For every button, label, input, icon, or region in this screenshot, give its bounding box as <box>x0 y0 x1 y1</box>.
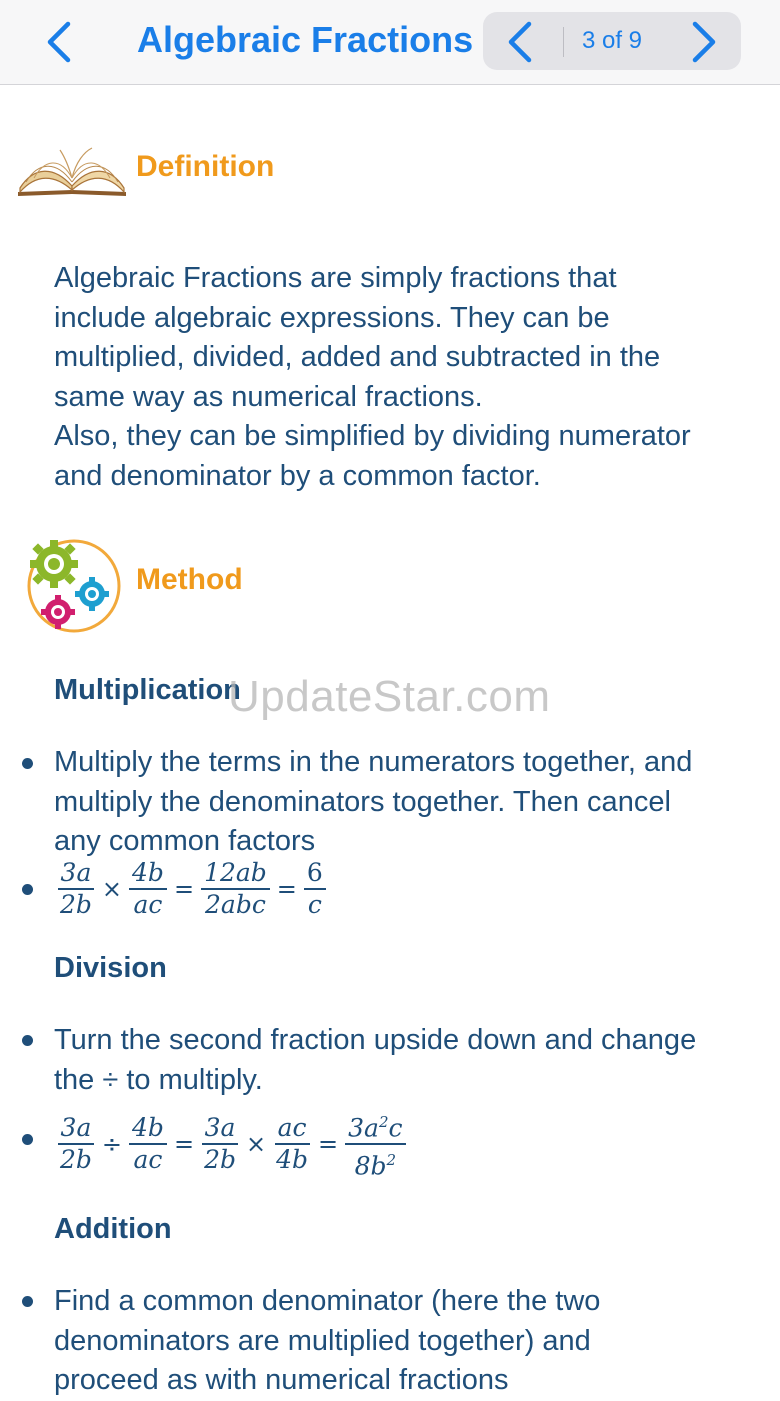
navigation-bar <box>0 0 780 85</box>
division-example <box>54 1108 409 1181</box>
page-navigator <box>483 12 741 70</box>
definition-line: Algebraic Fractions are simply fractions that <box>54 262 617 294</box>
bullet-line: Multiply the terms in the numerators together, and <box>54 746 693 778</box>
fraction <box>57 1114 95 1174</box>
fraction <box>201 859 270 919</box>
fraction <box>201 1114 239 1174</box>
division-heading: Division <box>54 952 167 984</box>
operator: × <box>101 875 123 903</box>
denominator: 2b <box>60 890 92 919</box>
bullet-line: Find a common denominator (here the two <box>54 1285 601 1317</box>
fraction <box>57 859 95 919</box>
pager-divider <box>563 27 564 57</box>
definition-line: Also, they can be simplified by dividing numerator <box>54 420 691 453</box>
denominator: 2b <box>204 1145 236 1175</box>
fraction <box>273 1114 311 1174</box>
division-bullet-text <box>54 1021 764 1100</box>
numerator: 3a <box>202 1114 239 1145</box>
numerator: ac <box>275 1114 310 1145</box>
numerator: 4b <box>129 859 167 890</box>
numerator: 12ab <box>201 859 270 890</box>
page-indicator: 3 of 9 <box>581 27 643 54</box>
denominator: ac <box>133 890 163 919</box>
bullet-icon <box>22 1035 33 1046</box>
denominator: 4b <box>276 1145 309 1175</box>
operator: × <box>245 1130 267 1159</box>
numerator: 3a <box>58 859 95 890</box>
denominator: ac <box>133 1145 163 1175</box>
bullet-line: Turn the second fraction upside down and change <box>54 1024 697 1056</box>
open-book-icon <box>14 138 130 202</box>
denominator-exponent: 2 <box>386 1151 397 1170</box>
bullet-line: denominators are multiplied together) and <box>54 1324 591 1357</box>
back-button[interactable] <box>38 18 82 66</box>
fraction <box>345 1108 405 1181</box>
chevron-left-icon <box>38 18 82 66</box>
watermark: UpdateStar.com <box>228 672 551 721</box>
addition-heading: Addition <box>54 1213 172 1245</box>
bullet-line: multiply the denominators together. Then cancel <box>54 785 671 818</box>
numerator <box>345 1108 405 1145</box>
denominator <box>352 1145 399 1180</box>
definition-line: and denominator by a common factor. <box>54 459 541 492</box>
page-title: Algebraic Fractions <box>137 19 474 60</box>
operator: ÷ <box>101 1130 123 1159</box>
definition-line: include algebraic expressions. They can be <box>54 301 610 334</box>
denominator-base: 8b <box>354 1151 387 1181</box>
denominator: 2b <box>60 1145 92 1175</box>
chevron-right-icon <box>681 20 725 64</box>
bullet-icon <box>22 1134 33 1145</box>
definition-line: same way as numerical fractions. <box>54 380 483 413</box>
operator: = <box>173 1130 195 1159</box>
denominator: c <box>307 890 322 919</box>
gears-icon <box>20 532 124 636</box>
fraction <box>129 1114 167 1174</box>
numerator-base: 3a <box>348 1113 379 1143</box>
operator: = <box>173 875 195 903</box>
bullet-icon <box>22 1296 33 1307</box>
addition-bullet-text <box>54 1282 764 1401</box>
method-heading: Method <box>136 563 243 596</box>
numerator: 3a <box>58 1114 95 1145</box>
bullet-line: the ÷ to multiply. <box>54 1063 263 1096</box>
fraction <box>129 859 167 919</box>
bullet-line: any common factors <box>54 825 316 858</box>
definition-text <box>54 259 764 497</box>
numerator: 4b <box>129 1114 167 1145</box>
bullet-icon <box>22 884 33 895</box>
denominator: 2abc <box>205 890 266 919</box>
numerator-tail: c <box>388 1113 403 1143</box>
operator: = <box>318 1130 339 1159</box>
numerator-exponent: 2 <box>378 1113 389 1131</box>
multiplication-heading: Multiplication <box>54 674 241 706</box>
definition-line: multiplied, divided, added and subtracted in the <box>54 341 661 374</box>
previous-page-button[interactable] <box>499 20 543 64</box>
numerator: 6 <box>304 859 326 890</box>
fraction <box>304 859 326 919</box>
multiplication-bullet-text <box>54 743 764 862</box>
bullet-line: proceed as with numerical fractions <box>54 1364 509 1397</box>
operator: = <box>276 875 297 903</box>
definition-heading: Definition <box>136 150 275 183</box>
chevron-left-icon <box>499 20 543 64</box>
multiplication-example <box>54 859 329 919</box>
bullet-icon <box>22 758 33 769</box>
next-page-button[interactable] <box>681 20 725 64</box>
